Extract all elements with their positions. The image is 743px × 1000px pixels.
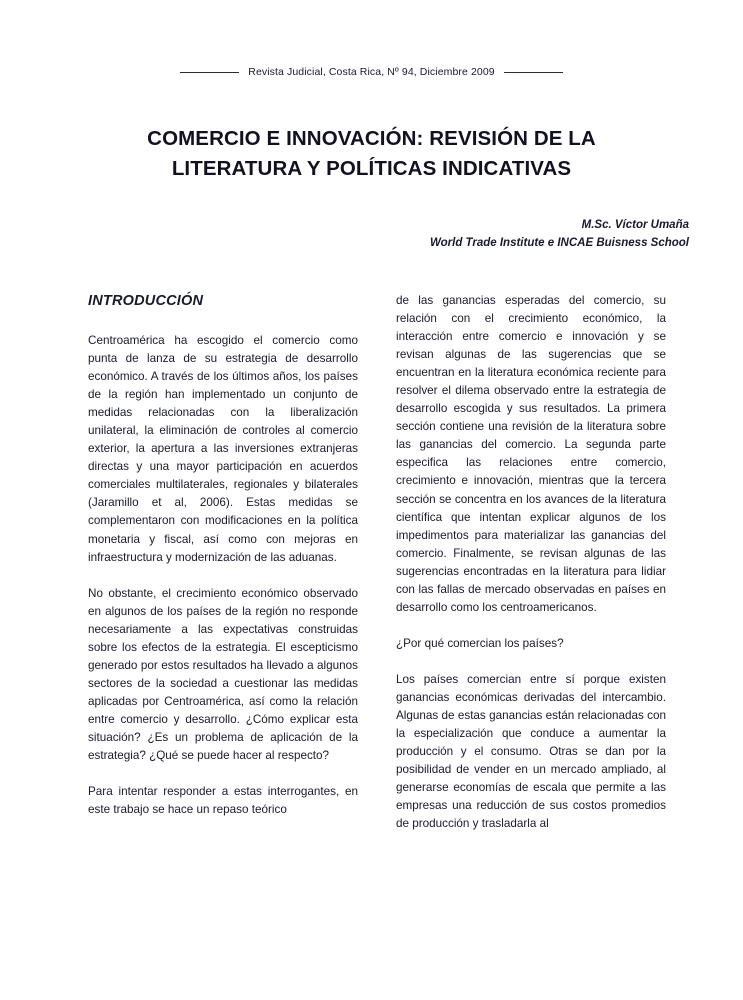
author-affiliation: World Trade Institute e INCAE Buisness School xyxy=(429,237,689,249)
byline xyxy=(76,216,689,252)
title-line-2: LITERATURA Y POLÍTICAS INDICATIVAS xyxy=(171,157,572,180)
right-column xyxy=(396,292,666,833)
running-header xyxy=(0,66,743,78)
subheading-por-que-comercian: ¿Por qué comercian los países? xyxy=(396,636,564,650)
paragraph: Los países comercian entre sí porque existen ganancias económicas derivadas del intercambio. Algunas de estas ganancias están relacionadas con la especialización que conduce a aumentar la producción y el consumo. Otras se dan por la posibilidad de vender en un mercado ampliado, al generarse economías de escala que permite a las empresas una reducción de sus costos promedios de producción y trasladarla al xyxy=(396,672,666,831)
header-rule-right xyxy=(504,72,563,73)
author-name: M.Sc. Víctor Umaña xyxy=(581,219,689,231)
paragraph: Para intentar responder a estas interrogantes, en este trabajo se hace un repaso teórico xyxy=(88,785,358,817)
running-header-text: Revista Judicial, Costa Rica, Nº 94, Diciembre 2009 xyxy=(248,66,495,78)
header-rule-left xyxy=(180,72,239,73)
title-line-1: COMERCIO E INNOVACIÓN: REVISIÓN DE LA xyxy=(147,127,596,150)
paragraph: de las ganancias esperadas del comercio, su relación con el crecimiento económico, la interacción entre comercio e innovación y se revisan algunas de las sugerencias que se encuentran en la literatura económica reciente para resolver el dilema observado entre la estrategia de desarrollo escogida y sus resultados. La primera sección contiene una revisión de la literatura sobre las ganancias del comercio. La segunda parte especifica las relaciones entre comercio, crecimiento e innovación, mientras que la tercera sección se concentra en los avances de la literatura científica que intentan explicar algunos de los impedimentos para materializar las ganancias del comercio. Finalmente, se revisan algunas de las sugerencias encontradas en la literatura para lidiar con las fallas de mercado observadas en países en desarrollo como los centroamericanos. xyxy=(396,294,666,614)
page-title xyxy=(76,124,667,184)
paragraph: No obstante, el crecimiento económico observado en algunos de los países de la región no responde necesariamente a las expectativas construidas sobre los efectos de la estrategia. El escepticismo generado por estos resultados ha llevado a algunos sectores de la sociedad a cuestionar las medidas aplicadas por Centroamérica, así como la relación entre comercio y desarrollo. ¿Cómo explicar esta situación? ¿Es un problema de aplicación de la estrategia? ¿Qué se puede hacer al respecto? xyxy=(88,586,358,763)
article-body xyxy=(88,292,666,833)
paragraph: Centroamérica ha escogido el comercio como punta de lanza de su estrategia de desarrollo económico. A través de los últimos años, los países de la región han implementado un conjunto de medidas relacionadas con la liberalización unilateral, la eliminación de controles al comercio exterior, la apertura a las inversiones extranjeras directas y una mayor participación en acuerdos comerciales multilaterales, regionales y bilaterales (Jaramillo et al, 2006). Estas medidas se complementaron con modificaciones en la política monetaria y fiscal, así como con mejoras en infraestructura y modernización de las aduanas. xyxy=(88,334,358,564)
section-heading-introduccion: INTRODUCCIÓN xyxy=(88,293,204,309)
left-column xyxy=(88,292,358,833)
